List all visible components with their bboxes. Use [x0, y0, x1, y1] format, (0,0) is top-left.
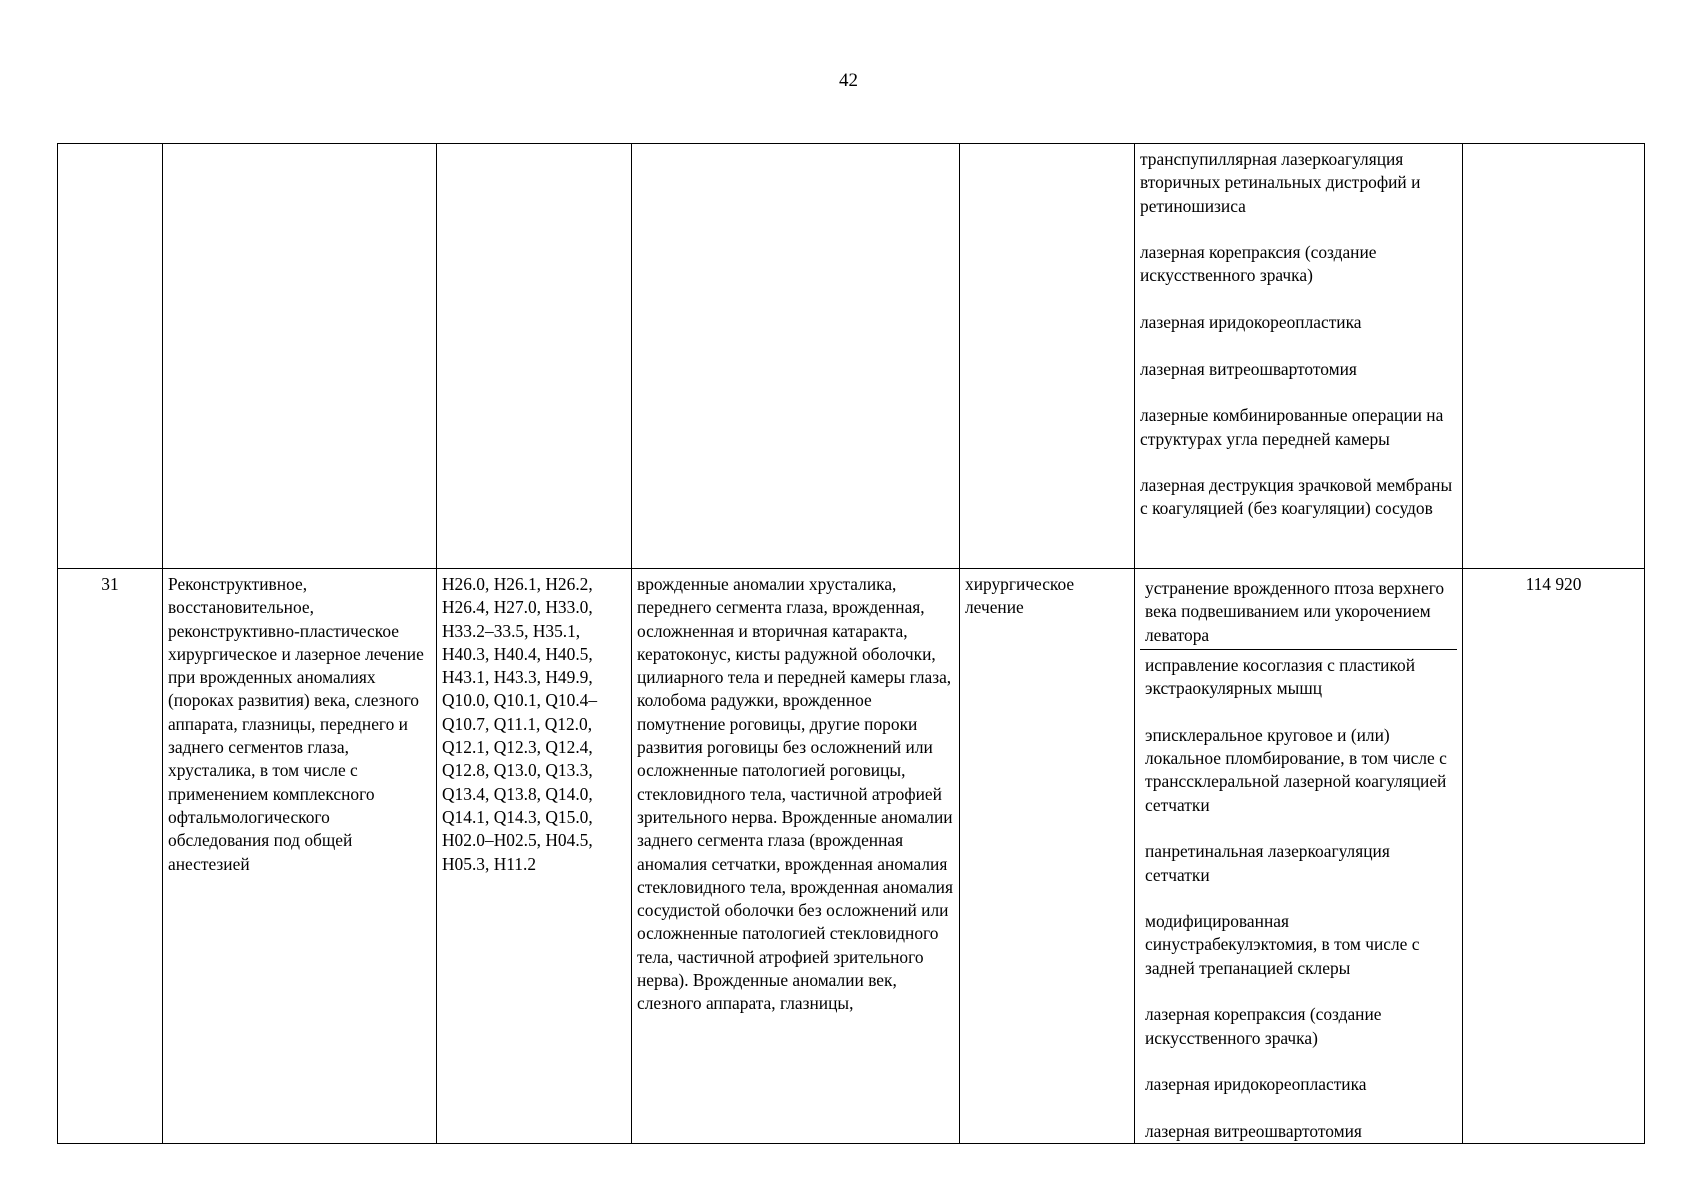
treatment-method: лазерная корепраксия (создание искусственного зрачка): [1140, 242, 1377, 286]
treatment-method: лазерная витреошвартотомия: [1145, 1120, 1362, 1141]
treatment-method: лазерная иридокореопластика: [1140, 312, 1362, 333]
treatment-methods-list: [1140, 650, 1457, 1143]
cost-cell: [1463, 144, 1645, 569]
cost-value: 114 920: [1463, 569, 1645, 1144]
treatment-method: исправление косоглазия с пластикой экстраокулярных мышц: [1145, 654, 1416, 699]
treatment-methods-cell: [1135, 144, 1463, 569]
page-number: 42: [839, 70, 858, 91]
patient-model: врожденные аномалии хрусталика, переднего сегмента глаза, врожденная, осложненная и вторичная катаракта, кератоконус, кисты радужной оболочки, цилиарного тела и передней камеры глаза, колобома радужки, врожденное помутнение роговицы, другие пороки развития роговицы без осложнений или осложненные патологией роговицы, стекловидного тела, частичной атрофией зрительного нерва. Врожденные аномалии заднего сегмента глаза (врожденная аномалия сетчатки, врожденная аномалия стекловидного тела, врожденная аномалия сосудистой оболочки без осложнений или осложненные патологией стекловидного тела, частичной атрофией зрительного нерва). Врожденные аномалии век, слезного аппарата, глазницы,: [632, 569, 960, 1144]
icd-codes-cell: [437, 144, 632, 569]
care-types-table: [57, 143, 1645, 1144]
icd-codes: H26.0, H26.1, H26.2, H26.4, H27.0, H33.0, H33.2–33.5, H35.1, H40.3, H40.4, H40.5, H43.1, H43.3, H49.9, Q10.0, Q10.1, Q10.4–Q10.7, Q11.1, Q12.0, Q12.1, Q12.3, Q12.4, Q12.8, Q13.0, Q13.3, Q13.4, Q13.8, Q14.0, Q14.1, Q14.3, Q15.0, H02.0–H02.5, H04.5, H05.3, H11.2: [437, 569, 632, 1144]
treatment-method: модифицированная синустрабекулэктомия, в том числе с задней трепанацией склеры: [1145, 911, 1420, 978]
treatment-method: лазерная деструкция зрачковой мембраны с коагуляцией (без коагуляции) сосудов: [1140, 475, 1453, 519]
patient-model-cell: [632, 144, 960, 569]
treatment-method: транспупиллярная лазеркоагуляция вторичных ретинальных дистрофий и ретиношизиса: [1140, 149, 1421, 216]
treatment-method: лазерная витреошвартотомия: [1140, 358, 1357, 379]
treatment-type-cell: [960, 144, 1135, 569]
row-number: 31: [58, 569, 163, 1144]
care-name-cell: [163, 144, 437, 569]
table-row-31: [58, 569, 1645, 1144]
care-type-name: Реконструктивное, восстановительное, реконструктивно-пластическое хирургическое и лазерное лечение при врожденных аномалиях (пороках развития) века, слезного аппарата, глазницы, переднего и заднего сегментов глаза, хрусталика, в том числе с применением комплексного офтальмологического обследования под общей анестезией: [163, 569, 437, 1144]
treatment-method: лазерная корепраксия (создание искусственного зрачка): [1145, 1004, 1382, 1048]
table-row-continuation: [58, 144, 1645, 569]
treatment-method: эписклеральное круговое и (или) локальное пломбирование, в том числе с транссклеральной лазерной коагуляцией сетчатки: [1145, 724, 1447, 815]
row-number-cell: [58, 144, 163, 569]
treatment-method-first: устранение врожденного птоза верхнего века подвешиванием или укорочением леватора: [1140, 573, 1457, 650]
treatment-method: лазерные комбинированные операции на структурах угла передней камеры: [1140, 405, 1444, 449]
treatment-method: панретинальная лазеркоагуляция сетчатки: [1145, 841, 1390, 885]
treatment-method: лазерная иридокореопластика: [1145, 1074, 1367, 1095]
treatment-methods-cell: [1135, 569, 1463, 1144]
treatment-type: хирургическое лечение: [960, 569, 1135, 1144]
